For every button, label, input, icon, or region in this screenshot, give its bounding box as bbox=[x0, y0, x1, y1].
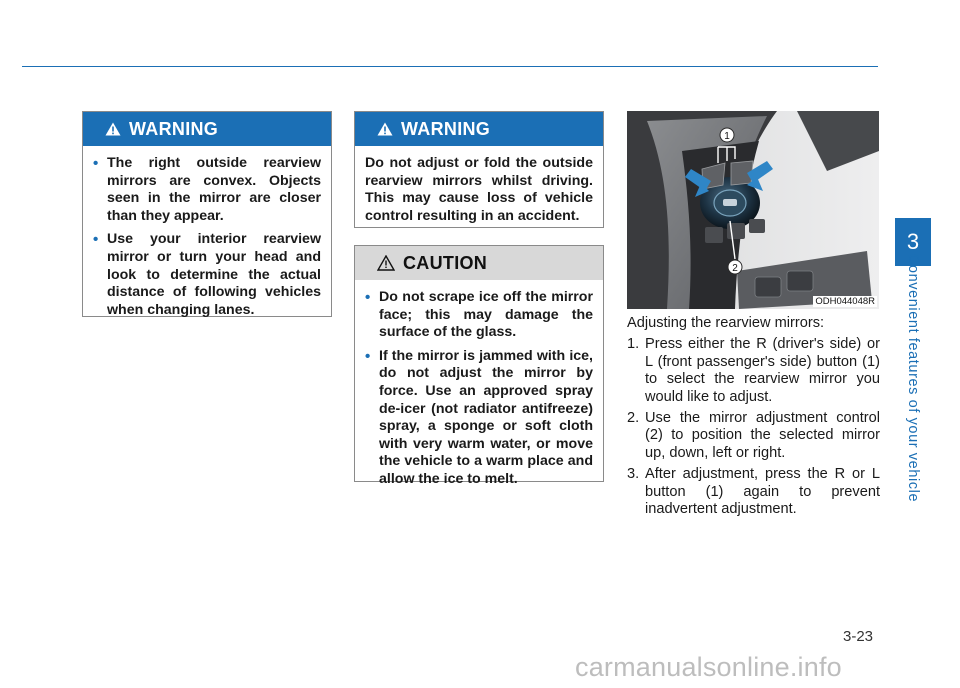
caution-item: • If the mirror is jammed with ice, do not adjust the mirror by force. Use an approved spray de-icer (not radiator antifreeze) spray, a sponge or soft cloth with very warm water, or move the vehicle to a warm place and allow the ice to melt. bbox=[365, 347, 593, 487]
caution-header bbox=[355, 246, 603, 280]
chapter-title: Convenient features of your vehicle bbox=[905, 253, 921, 503]
figure-code: ODH044048R bbox=[815, 296, 875, 307]
watermark-text: carmanualsonline.info bbox=[575, 652, 842, 682]
warning-title: WARNING bbox=[401, 118, 491, 139]
chapter-tab: 3 bbox=[895, 218, 931, 266]
mirror-control-illustration bbox=[627, 111, 879, 309]
warning-item: • The right outside rearview mirrors are convex. Objects seen in the mirror are closer than they appear. bbox=[93, 155, 321, 224]
warning-item: • Use your interior rearview mirror or turn your head and look to determine the actual distance of following vehicles when changing lanes. bbox=[93, 231, 321, 318]
warning-triangle-icon bbox=[377, 122, 393, 136]
caution-item: • Do not scrape ice off the mirror face; this may damage the surface of the glass. bbox=[365, 289, 593, 341]
page-number: 3-23 bbox=[843, 628, 874, 645]
warning-triangle-icon bbox=[105, 122, 121, 136]
caution-title: CAUTION bbox=[403, 252, 488, 273]
instructions-intro: Adjusting the rearview mirrors: bbox=[627, 315, 825, 331]
caution-box bbox=[354, 245, 604, 487]
warning-header bbox=[83, 112, 331, 146]
warning-text: Do not adjust or fold the outside rearview mirrors whilst driving. This may cause loss of vehicle control resulting in an accident. bbox=[365, 155, 593, 224]
callout-2-label: 2 bbox=[732, 263, 738, 274]
instruction-step: 2. Use the mirror adjustment control (2) to position the selected mirror up, down, left or right. bbox=[627, 410, 880, 461]
instructions bbox=[627, 315, 880, 522]
instruction-step: 3. After adjustment, press the R or L button (1) again to prevent inadvertent adjustment. bbox=[627, 466, 880, 518]
warning-title: WARNING bbox=[129, 118, 219, 139]
warning-box-right bbox=[354, 111, 604, 228]
caution-triangle-icon bbox=[377, 255, 395, 271]
instruction-step: 1. Press either the R (driver's side) or L (front passenger's side) button (1) to select the rearview mirror you would like to adjust. bbox=[627, 336, 880, 405]
mirror-control-photo bbox=[627, 111, 879, 309]
callout-1-label: 1 bbox=[724, 131, 730, 142]
warning-box-left bbox=[82, 111, 332, 317]
top-rule bbox=[22, 66, 878, 67]
warning-header bbox=[355, 112, 603, 146]
